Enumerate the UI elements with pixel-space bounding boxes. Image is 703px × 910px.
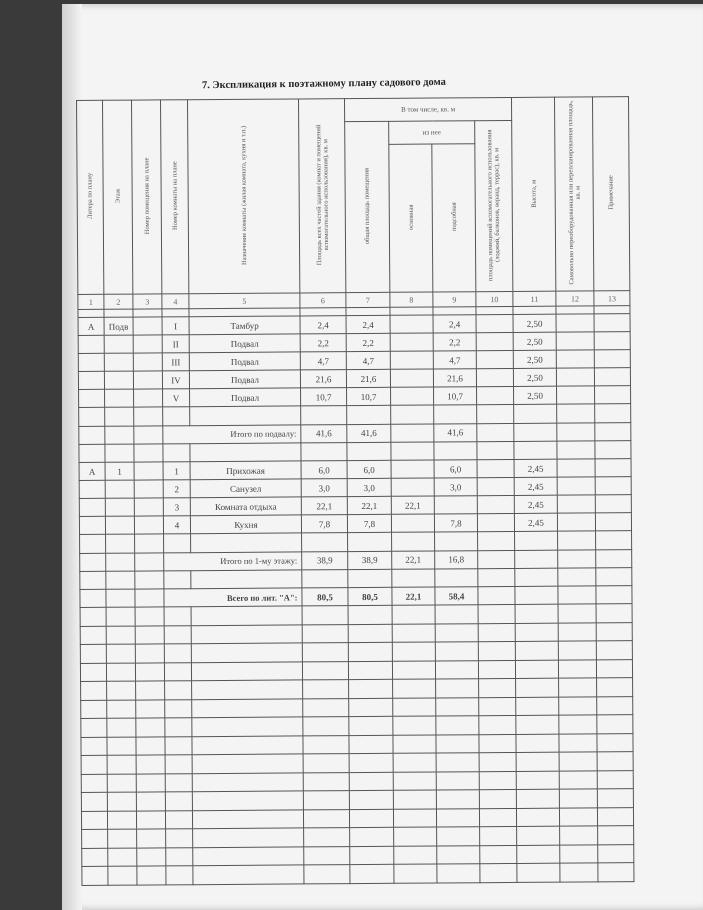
subtotal-floor1-label: Итого по 1-му этажу:: [164, 551, 302, 570]
cell-name: Подвал: [190, 388, 301, 407]
cell-other: [476, 314, 513, 332]
cell-aux: 6,0: [434, 460, 477, 478]
header-incl: из нее: [389, 121, 475, 145]
cell-general: 2,4: [346, 315, 390, 333]
cell-height: 2,50: [513, 350, 556, 368]
column-number: 11: [513, 291, 556, 306]
cell-total: 2,2: [300, 334, 346, 352]
cell-general: 4,7: [346, 351, 390, 369]
cell-total: 6,0: [301, 461, 347, 479]
grand-total-label: Всего по лит. "А":: [164, 588, 302, 607]
cell-note: [594, 314, 630, 332]
header-note: Примечание: [593, 97, 630, 291]
column-number: 3: [133, 294, 162, 309]
cell-height: 2,50: [513, 314, 556, 332]
cell-name: Подвал: [189, 352, 300, 371]
blank-row: [82, 863, 634, 885]
header-height: Высота, м: [512, 97, 556, 291]
header-purpose: Назначение комнаты (жилая комната, кухня и т.п.): [188, 99, 300, 294]
cell-height: 2,50: [514, 386, 557, 404]
cell-space-no: 3: [163, 498, 190, 516]
subtotal-living: 22,1: [392, 551, 435, 569]
cell-general: 22,1: [347, 496, 391, 514]
cell-general: 2,2: [346, 333, 390, 351]
cell-space-no: I: [162, 317, 189, 335]
subtotal-general: 38,9: [348, 551, 392, 569]
column-number: 9: [433, 292, 476, 307]
header-other-area: площадь помещений вспомогательного использования (лоджий, балконов, веранд, террас), кв. м: [475, 120, 513, 291]
cell-height: 2,45: [514, 513, 557, 531]
column-number: 2: [104, 294, 133, 309]
cell-total: 4,7: [300, 352, 346, 370]
cell-general: 7,8: [347, 514, 391, 532]
cell-name: Кухня: [190, 515, 301, 534]
grand-total-living: 22,1: [392, 587, 435, 605]
cell-space-no: 2: [163, 480, 190, 498]
header-aux: подсобная: [432, 144, 476, 292]
column-number: 10: [476, 291, 513, 306]
cell-total: 3,0: [301, 479, 347, 497]
column-number: 13: [594, 291, 630, 306]
cell-name: Санузел: [190, 479, 301, 498]
cell-total: 21,6: [300, 370, 346, 388]
header-floor: Этаж: [103, 100, 133, 294]
cell-height: 2,45: [514, 495, 557, 513]
explication-table: [76, 96, 635, 885]
cell-aux: 21,6: [433, 369, 476, 387]
cell-general: 10,7: [347, 387, 391, 405]
column-number: 1: [78, 294, 104, 309]
subtotal-basement-label: Итого по подвалу:: [163, 424, 301, 443]
cell-height: 2,45: [514, 477, 557, 495]
header-space-no: Номер комнаты на плане: [161, 100, 189, 294]
header-liter: Литера по плану: [77, 100, 104, 294]
cell-aux: 4,7: [433, 351, 476, 369]
subtotal-total: 41,6: [301, 424, 347, 442]
header-unregistered: Самовольно переоборудованная или перепланированная площадь, кв. м: [555, 97, 594, 291]
cell-space-no: III: [162, 353, 189, 371]
cell-space-no: IV: [162, 371, 189, 389]
subtotal-general: 41,6: [347, 424, 391, 442]
cell-name: Прихожая: [190, 461, 301, 480]
subtotal-aux: 16,8: [435, 550, 478, 568]
cell-aux: 2,4: [433, 315, 476, 333]
cell-total: 22,1: [301, 497, 347, 515]
cell-general: 21,6: [346, 369, 390, 387]
header-of-which: В том числе, кв. м: [344, 97, 511, 121]
cell-space-no: 4: [163, 516, 190, 534]
cell-total: 7,8: [301, 515, 347, 533]
header-total-area: Площадь всех частей здания (комнат и помещений вспомогательного использования), кв. м: [298, 99, 345, 293]
header-row: [77, 97, 629, 124]
cell-total: 10,7: [301, 388, 347, 406]
grand-total-general: 80,5: [348, 587, 392, 605]
cell-general: 6,0: [347, 460, 391, 478]
grand-total-total: 80,5: [302, 588, 348, 606]
cell-living: [390, 315, 433, 333]
cell-floor: 1: [105, 462, 134, 480]
cell-general: 3,0: [347, 478, 391, 496]
cell-room-no: [133, 317, 162, 335]
subtotal-aux: 41,6: [434, 423, 477, 441]
cell-name: Тамбур: [189, 316, 300, 335]
cell-space-no: V: [163, 389, 190, 407]
cell-aux: 3,0: [434, 478, 477, 496]
cell-liter: А: [79, 462, 105, 480]
cell-aux: 7,8: [434, 514, 477, 532]
cell-living: 22,1: [391, 496, 434, 514]
cell-space-no: II: [162, 335, 189, 353]
column-number: 6: [300, 293, 346, 308]
cell-floor: Подв: [104, 317, 133, 335]
cell-name: Подвал: [189, 334, 300, 353]
column-number: 4: [162, 294, 189, 309]
cell-liter: А: [78, 317, 104, 335]
cell-height: 2,50: [513, 332, 556, 350]
column-number: 12: [556, 291, 594, 306]
cell-height: 2,50: [513, 368, 556, 386]
header-living: основная: [389, 144, 433, 292]
column-number: 5: [189, 293, 300, 309]
header-general-area: общая площадь помещения: [345, 121, 390, 292]
header-room-no: Номер помещения на плане: [132, 100, 162, 294]
subtotal-total: 38,9: [302, 551, 348, 569]
column-number: 8: [390, 292, 433, 307]
cell-unregistered: [556, 314, 594, 332]
cell-name: Комната отдыха: [190, 497, 301, 516]
cell-aux: 2,2: [433, 333, 476, 351]
cell-space-no: 1: [163, 462, 190, 480]
cell-name: Подвал: [189, 370, 300, 389]
cell-height: 2,45: [514, 459, 557, 477]
grand-total-aux: 58,4: [435, 587, 478, 605]
cell-total: 2,4: [300, 316, 346, 334]
document-title: 7. Экспликация к поэтажному плану садового дома: [201, 76, 446, 92]
column-number: 7: [346, 292, 390, 307]
cell-aux: 10,7: [434, 387, 477, 405]
